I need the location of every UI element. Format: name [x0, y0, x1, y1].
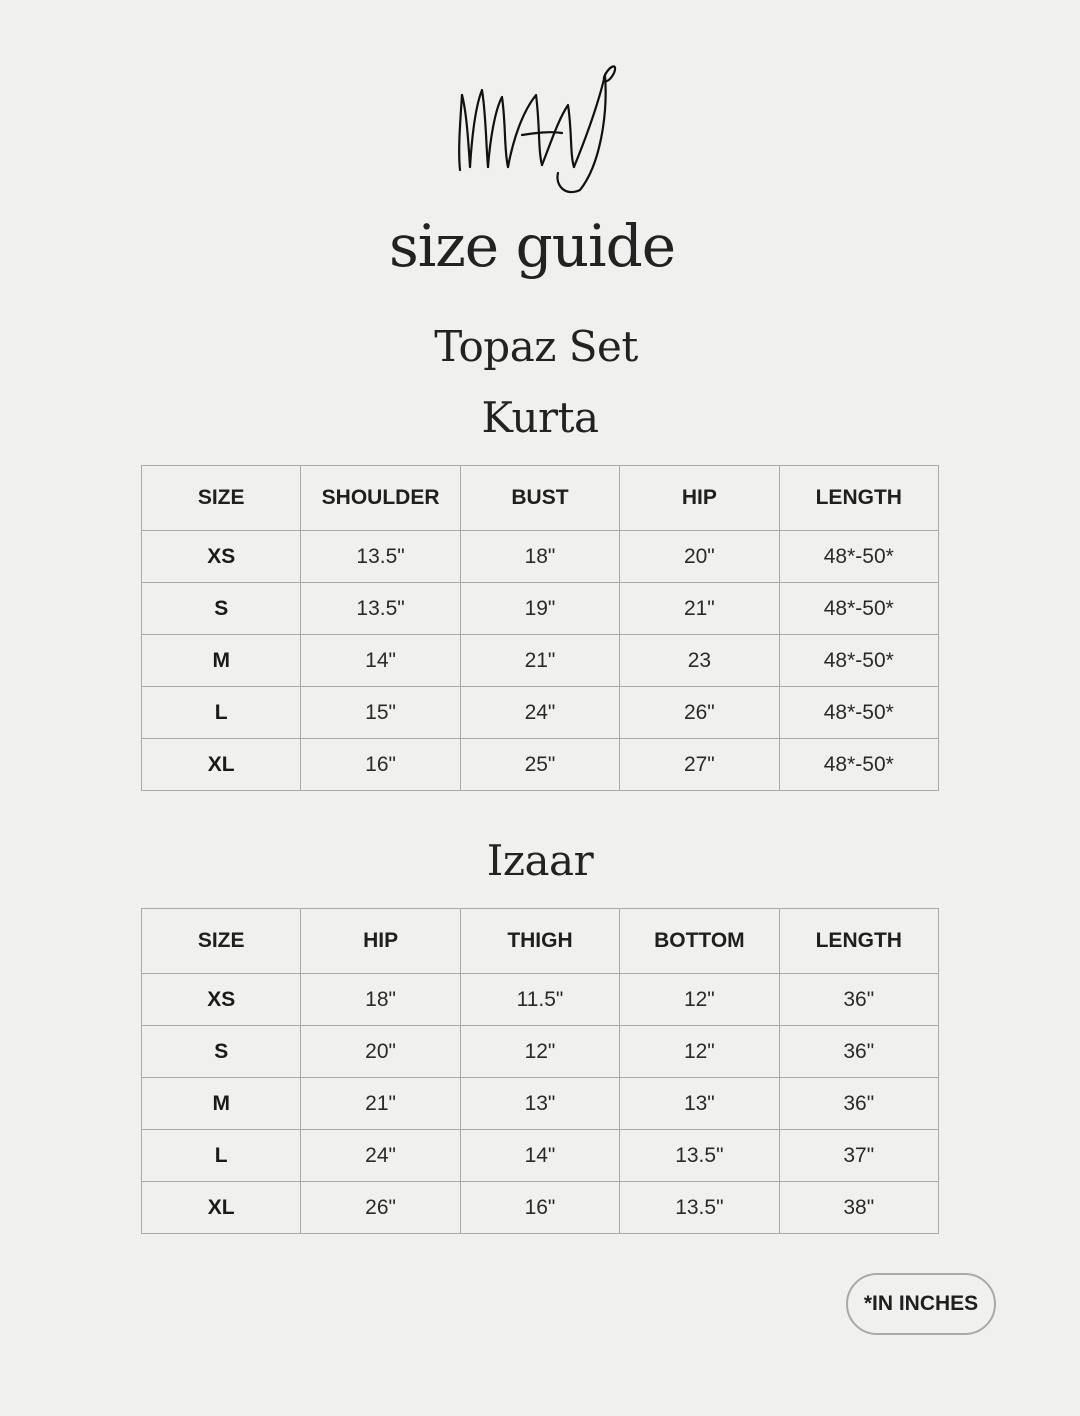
table-row — [142, 531, 939, 583]
table-row — [142, 1026, 939, 1078]
column-header: LENGTH — [779, 909, 938, 974]
table-cell: 21" — [301, 1078, 460, 1130]
table-cell: 13.5" — [620, 1182, 779, 1234]
table-cell: 13" — [460, 1078, 619, 1130]
izaar-title: Izaar — [486, 836, 594, 885]
table-cell: 14" — [301, 635, 460, 687]
table-cell: 14" — [460, 1130, 619, 1182]
column-header: HIP — [620, 466, 779, 531]
table-cell: 12" — [620, 974, 779, 1026]
izaar-size-table — [141, 908, 939, 1234]
column-header: LENGTH — [779, 466, 938, 531]
column-header: BUST — [460, 466, 619, 531]
table-header-row — [142, 466, 939, 531]
units-note-badge: *IN INCHES — [846, 1273, 996, 1335]
table-row — [142, 1182, 939, 1234]
table-cell: 16" — [301, 739, 460, 791]
table-cell: 26" — [620, 687, 779, 739]
table-cell: 24" — [460, 687, 619, 739]
table-cell: 13" — [620, 1078, 779, 1130]
table-cell: 48*-50* — [779, 739, 938, 791]
column-header: THIGH — [460, 909, 619, 974]
table-cell: 37" — [779, 1130, 938, 1182]
brand-logo — [440, 55, 630, 200]
size-cell: M — [142, 635, 301, 687]
table-cell: 16" — [460, 1182, 619, 1234]
column-header: SIZE — [142, 466, 301, 531]
table-cell: 23 — [620, 635, 779, 687]
table-cell: 24" — [301, 1130, 460, 1182]
table-row — [142, 583, 939, 635]
table-cell: 20" — [620, 531, 779, 583]
table-cell: 19" — [460, 583, 619, 635]
table-cell: 13.5" — [301, 583, 460, 635]
size-cell: L — [142, 687, 301, 739]
table-cell: 36" — [779, 974, 938, 1026]
column-header: BOTTOM — [620, 909, 779, 974]
size-cell: L — [142, 1130, 301, 1182]
table-row — [142, 974, 939, 1026]
table-cell: 13.5" — [301, 531, 460, 583]
table-cell: 18" — [460, 531, 619, 583]
table-cell: 38" — [779, 1182, 938, 1234]
table-cell: 27" — [620, 739, 779, 791]
table-cell: 21" — [460, 635, 619, 687]
size-cell: M — [142, 1078, 301, 1130]
table-cell: 48*-50* — [779, 583, 938, 635]
kurta-size-table — [141, 465, 939, 791]
table-cell: 13.5" — [620, 1130, 779, 1182]
table-cell: 11.5" — [460, 974, 619, 1026]
table-cell: 48*-50* — [779, 635, 938, 687]
table-cell: 48*-50* — [779, 687, 938, 739]
size-cell: XL — [142, 1182, 301, 1234]
kurta-title: Kurta — [481, 393, 599, 442]
table-row — [142, 739, 939, 791]
table-cell: 18" — [301, 974, 460, 1026]
table-cell: 21" — [620, 583, 779, 635]
table-cell: 25" — [460, 739, 619, 791]
column-header: SIZE — [142, 909, 301, 974]
table-row — [142, 1078, 939, 1130]
table-cell: 12" — [460, 1026, 619, 1078]
table-row — [142, 687, 939, 739]
page-title: size guide — [388, 212, 676, 280]
table-row — [142, 1130, 939, 1182]
table-cell: 48*-50* — [779, 531, 938, 583]
size-cell: XS — [142, 531, 301, 583]
table-cell: 20" — [301, 1026, 460, 1078]
column-header: SHOULDER — [301, 466, 460, 531]
table-row — [142, 635, 939, 687]
table-cell: 12" — [620, 1026, 779, 1078]
column-header: HIP — [301, 909, 460, 974]
table-cell: 26" — [301, 1182, 460, 1234]
size-cell: XL — [142, 739, 301, 791]
size-cell: S — [142, 583, 301, 635]
size-cell: S — [142, 1026, 301, 1078]
set-title: Topaz Set — [434, 322, 638, 371]
table-cell: 36" — [779, 1078, 938, 1130]
table-header-row — [142, 909, 939, 974]
table-cell: 15" — [301, 687, 460, 739]
table-cell: 36" — [779, 1026, 938, 1078]
size-cell: XS — [142, 974, 301, 1026]
